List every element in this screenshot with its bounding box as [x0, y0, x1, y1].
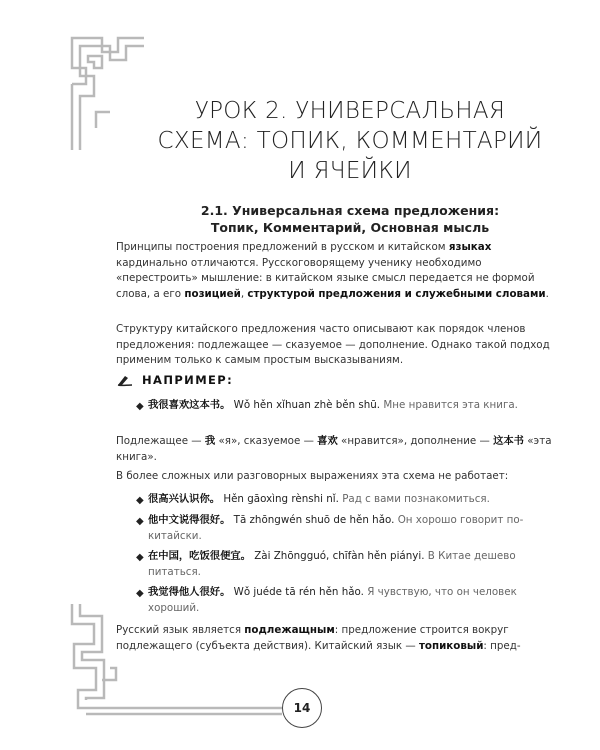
example-item	[136, 492, 552, 508]
translation-text: Я чувствую, что он человек хороший.	[148, 586, 517, 614]
example-heading-text: НАПРИМЕР:	[142, 373, 234, 387]
example-item	[136, 398, 552, 414]
diamond-bullet-icon: ◆	[136, 495, 144, 506]
text: ,	[240, 287, 248, 300]
paragraph-complex: В более сложных или разговорных выражениях эта схема не работает:	[116, 470, 509, 482]
section-heading-line: Топик, Комментарий, Основная мысль	[210, 220, 490, 235]
emphasis: топиковый	[418, 639, 484, 652]
text: «эта книга».	[116, 435, 552, 463]
chinese-term: 喜欢	[317, 435, 338, 447]
corner-ornament-bottom	[66, 604, 286, 718]
translation-text: Рад с вами познакомиться.	[342, 493, 490, 505]
chinese-text: 他中文说得很好。	[148, 514, 231, 526]
text: Принципы построения предложений в русском и китайском	[116, 241, 449, 253]
translation-text: Он хорошо говорит по-китайски.	[148, 514, 524, 542]
example-heading	[116, 373, 233, 387]
example-item	[136, 585, 552, 616]
example-item	[136, 549, 552, 580]
chinese-text: 在中国，吃饭很便宜。	[148, 550, 251, 562]
chinese-text: 我觉得他人很好。	[148, 586, 231, 598]
text: : предложение строится вокруг подлежащего (субъекта действия). Китайский язык —	[116, 624, 509, 652]
paragraph-intro	[116, 240, 552, 302]
translation-text: В Китае дешево питаться.	[148, 550, 516, 578]
pinyin-text: Hěn gāoxìng rènshi nǐ.	[223, 493, 339, 505]
page-number	[282, 688, 322, 728]
corner-ornament-top	[66, 32, 146, 152]
paragraph-language-types	[116, 623, 552, 654]
text: : пред-	[483, 639, 521, 652]
chapter-title	[150, 96, 550, 186]
text: «я», сказуемое —	[215, 435, 318, 447]
chapter-title-line: СХЕМА: ТОПИК, КОММЕНТАРИЙ	[157, 128, 543, 154]
diamond-bullet-icon: ◆	[136, 401, 144, 412]
section-heading-line: 2.1. Универсальная схема предложения:	[200, 203, 500, 218]
pinyin-text: Tā zhōngwén shuō de hěn hǎo.	[233, 514, 395, 526]
translation-text: Мне нравится эта книга.	[383, 399, 518, 411]
text: .	[545, 287, 549, 300]
emphasis: подлежащным	[244, 624, 335, 636]
pinyin-text: Wǒ hěn xǐhuan zhè běn shū.	[233, 399, 381, 411]
emphasis: позицией	[184, 287, 241, 300]
diamond-bullet-icon: ◆	[136, 552, 144, 563]
text: «нравится», дополнение —	[337, 435, 494, 447]
chapter-title-line: УРОК 2. УНИВЕРСАЛЬНАЯ	[194, 98, 506, 124]
chapter-title-line: И ЯЧЕЙКИ	[288, 158, 412, 184]
pinyin-text: Zài Zhōngguó, chīfàn hěn piányi.	[254, 550, 425, 562]
text: Подлежащее —	[116, 435, 205, 447]
pen-icon	[116, 373, 134, 387]
diamond-bullet-icon: ◆	[136, 588, 144, 599]
page-number-text: 14	[293, 701, 311, 715]
paragraph-analysis	[116, 434, 552, 465]
pinyin-text: Wǒ juéde tā rén hěn hǎo.	[233, 586, 364, 598]
chinese-text: 我很喜欢这本书。	[148, 399, 231, 411]
text: кардинально отличаются. Русскоговорящему ученику необходимо «перестроить» мышление: в китайском языке смысл передается не формой слова, а его	[116, 256, 535, 300]
text: Русский язык является	[116, 624, 245, 636]
chinese-term: 这本书	[493, 435, 524, 447]
example-item	[136, 513, 552, 544]
chinese-term: 我	[204, 435, 216, 447]
section-heading	[150, 202, 550, 236]
emphasis: структурой предложения и служебными словами	[247, 287, 546, 300]
emphasis: языках	[448, 241, 492, 253]
diamond-bullet-icon: ◆	[136, 516, 144, 527]
chinese-text: 很高兴认识你。	[148, 493, 221, 505]
paragraph-structure: Структуру китайского предложения часто описывают как порядок членов предложения: подлежащее — сказуемое — дополнение. Однако такой подход применим только к самым простым высказываниям.	[116, 323, 550, 366]
